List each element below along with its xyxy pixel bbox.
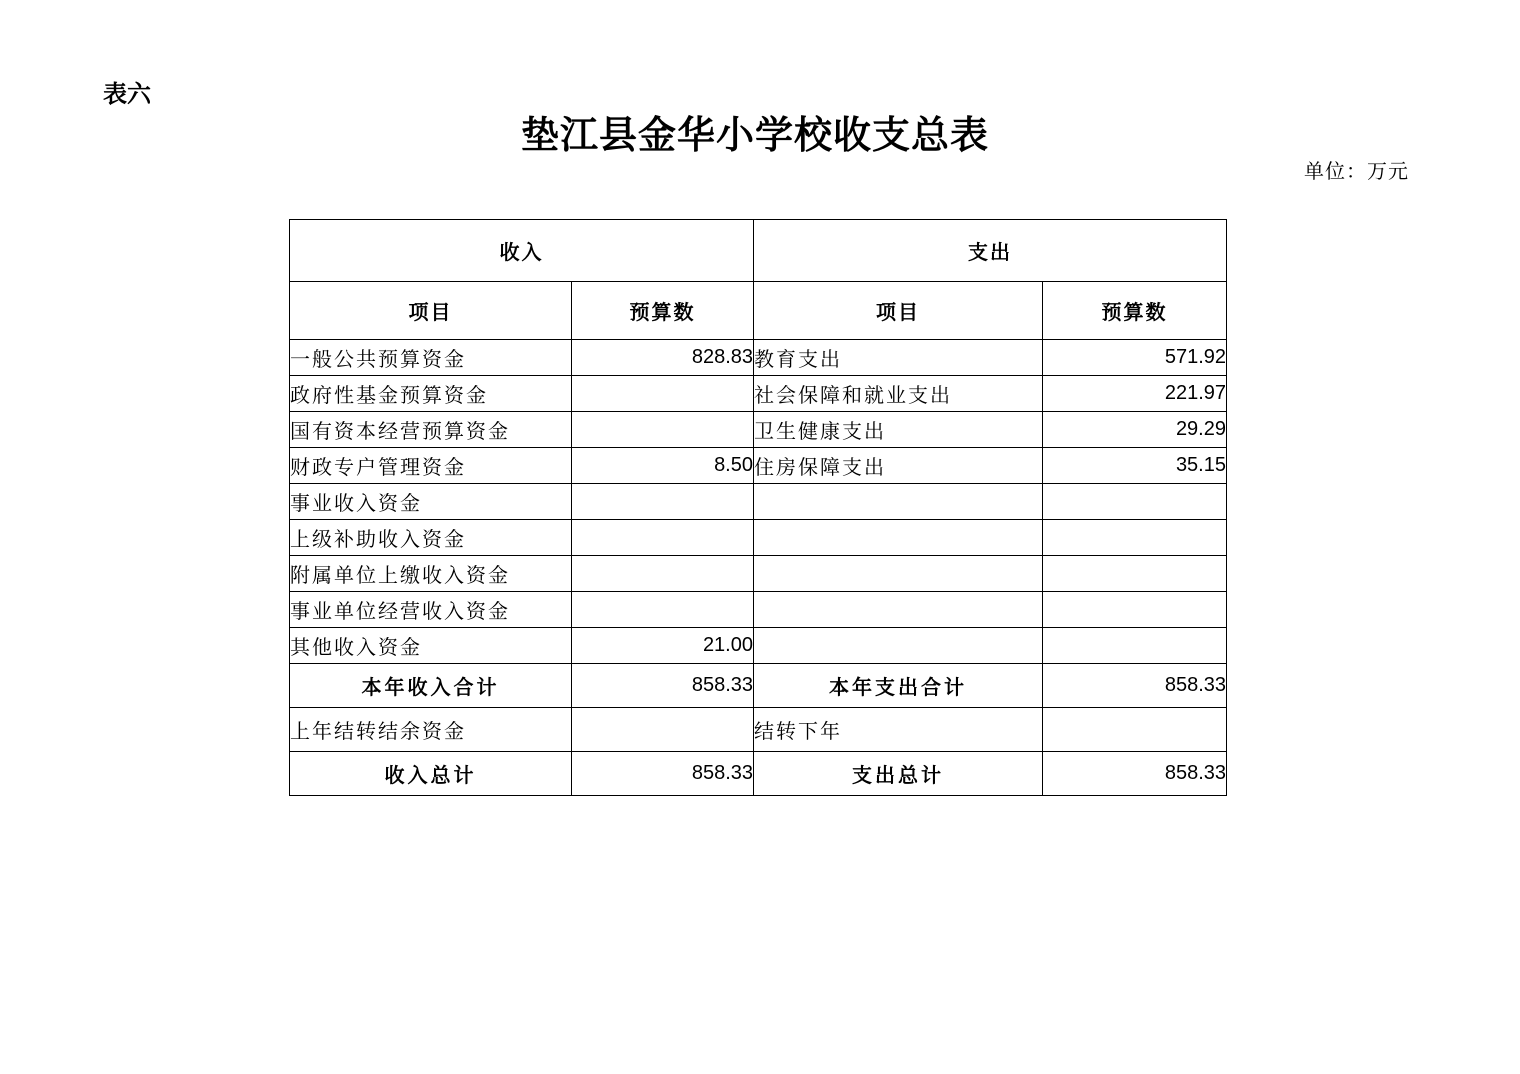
expense-group-header: 支出 <box>754 220 1227 282</box>
expense-item-header: 项目 <box>754 282 1043 340</box>
table-row <box>290 376 1227 412</box>
carryover-row <box>290 708 1227 752</box>
expense-value: 29.29 <box>1043 412 1227 448</box>
income-item: 国有资本经营预算资金 <box>290 412 572 448</box>
group-header-row <box>290 220 1227 282</box>
expense-value: 35.15 <box>1043 448 1227 484</box>
income-value: 828.83 <box>572 340 754 376</box>
column-header-row <box>290 282 1227 340</box>
income-group-header: 收入 <box>290 220 754 282</box>
year-total-row <box>290 664 1227 708</box>
income-item: 上级补助收入资金 <box>290 520 572 556</box>
income-item: 事业收入资金 <box>290 484 572 520</box>
income-item: 政府性基金预算资金 <box>290 376 572 412</box>
income-value <box>572 556 754 592</box>
income-grand-total-value: 858.33 <box>572 752 754 796</box>
income-item: 财政专户管理资金 <box>290 448 572 484</box>
expense-value <box>1043 484 1227 520</box>
expense-value: 221.97 <box>1043 376 1227 412</box>
expense-value <box>1043 628 1227 664</box>
income-value: 8.50 <box>572 448 754 484</box>
income-carryover-value <box>572 708 754 752</box>
income-value <box>572 592 754 628</box>
income-grand-total-label: 收入总计 <box>290 752 572 796</box>
table-number: 表六 <box>103 80 151 108</box>
expense-grand-total-value: 858.33 <box>1043 752 1227 796</box>
table-row <box>290 520 1227 556</box>
page-title: 垫江县金华小学校收支总表 <box>520 112 989 157</box>
income-item: 附属单位上缴收入资金 <box>290 556 572 592</box>
income-year-total-label: 本年收入合计 <box>290 664 572 708</box>
income-item: 其他收入资金 <box>290 628 572 664</box>
expense-grand-total-label: 支出总计 <box>754 752 1043 796</box>
expense-value <box>1043 592 1227 628</box>
expense-item: 社会保障和就业支出 <box>754 376 1043 412</box>
expense-item: 住房保障支出 <box>754 448 1043 484</box>
expense-value <box>1043 520 1227 556</box>
table-row <box>290 484 1227 520</box>
income-carryover-label: 上年结转结余资金 <box>290 708 572 752</box>
expense-item: 卫生健康支出 <box>754 412 1043 448</box>
expense-item <box>754 484 1043 520</box>
expense-year-total-label: 本年支出合计 <box>754 664 1043 708</box>
table-row <box>290 412 1227 448</box>
income-value <box>572 376 754 412</box>
expense-value: 571.92 <box>1043 340 1227 376</box>
table-row <box>290 340 1227 376</box>
expense-carryover-label: 结转下年 <box>754 708 1043 752</box>
expense-item <box>754 628 1043 664</box>
income-value <box>572 520 754 556</box>
expense-year-total-value: 858.33 <box>1043 664 1227 708</box>
table-row <box>290 448 1227 484</box>
expense-carryover-value <box>1043 708 1227 752</box>
income-value <box>572 412 754 448</box>
expense-value <box>1043 556 1227 592</box>
income-year-total-value: 858.33 <box>572 664 754 708</box>
expense-item <box>754 592 1043 628</box>
grand-total-row <box>290 752 1227 796</box>
budget-table <box>289 219 1227 796</box>
unit-label: 单位：万元 <box>1304 159 1409 183</box>
income-value: 21.00 <box>572 628 754 664</box>
table-row <box>290 628 1227 664</box>
income-value <box>572 484 754 520</box>
table-row <box>290 592 1227 628</box>
expense-item <box>754 556 1043 592</box>
expense-item <box>754 520 1043 556</box>
income-item: 一般公共预算资金 <box>290 340 572 376</box>
income-budget-header: 预算数 <box>572 282 754 340</box>
table-row <box>290 556 1227 592</box>
expense-item: 教育支出 <box>754 340 1043 376</box>
income-item: 事业单位经营收入资金 <box>290 592 572 628</box>
expense-budget-header: 预算数 <box>1043 282 1227 340</box>
income-item-header: 项目 <box>290 282 572 340</box>
